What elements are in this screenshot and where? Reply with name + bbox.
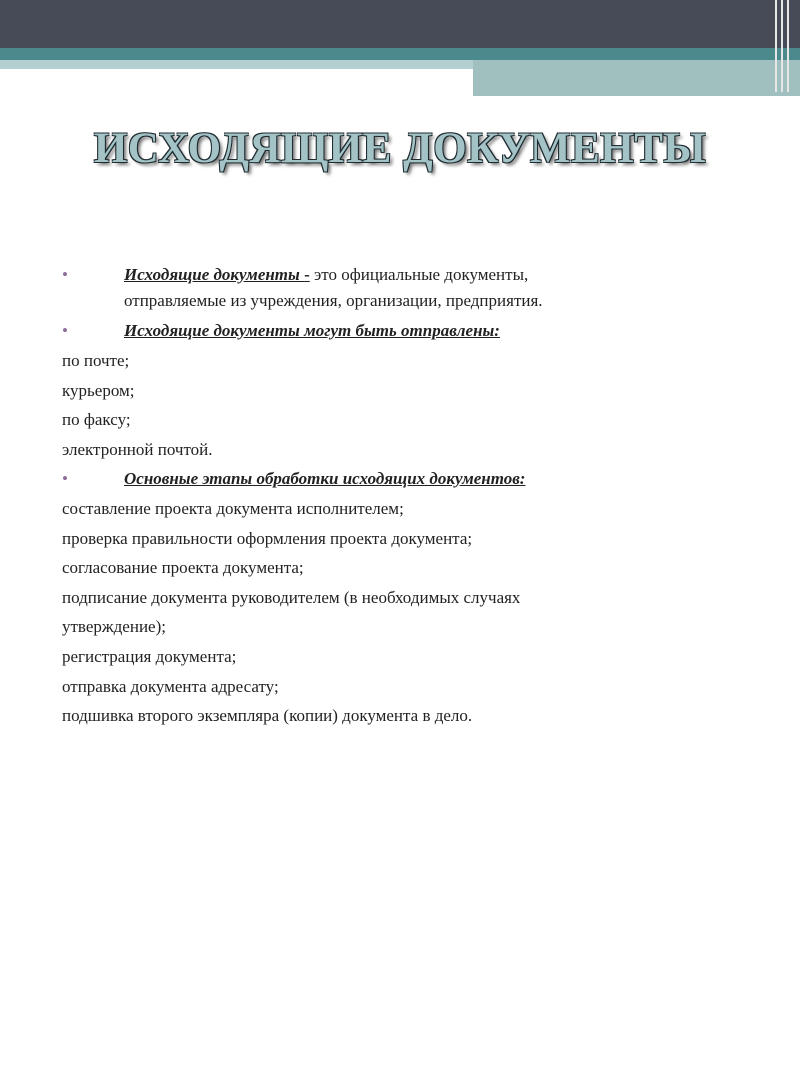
bullet-dot: • xyxy=(62,469,68,488)
corner-stripes xyxy=(775,0,791,96)
stages-heading: Основные этапы обработки исходящих документов: xyxy=(124,469,526,488)
stages-heading-wrap xyxy=(124,466,724,492)
bullet-definition-text xyxy=(124,262,724,314)
definition-text-line2: отправляемые из учреждения, организации, предприятия. xyxy=(124,291,543,310)
method-item: курьером; xyxy=(62,381,135,400)
method-item: по факсу; xyxy=(62,410,131,429)
methods-heading: Исходящие документы могут быть отправлены: xyxy=(124,321,500,340)
bullet-dot: • xyxy=(62,265,68,284)
slide-title: ИСХОДЯЩИЕ ДОКУМЕНТЫ xyxy=(93,125,707,172)
stage-item: утверждение); xyxy=(62,617,166,636)
stage-item: проверка правильности оформления проекта документа; xyxy=(62,529,473,548)
definition-dash: - xyxy=(304,265,310,284)
stage-item: отправка документа адресату; xyxy=(62,677,279,696)
definition-term: Исходящие документы xyxy=(124,265,305,284)
stage-item: регистрация документа; xyxy=(62,647,237,666)
light-band-right xyxy=(473,60,800,96)
methods-heading-wrap xyxy=(124,318,724,344)
light-band-left xyxy=(0,60,473,69)
bullet-dot: • xyxy=(62,321,68,340)
definition-text-line1: это официальные документы, xyxy=(309,265,529,284)
top-dark-bar xyxy=(0,0,800,48)
teal-band xyxy=(0,48,800,60)
method-item: электронной почтой. xyxy=(62,440,213,459)
stage-item: составление проекта документа исполнителем; xyxy=(62,499,404,518)
stage-item: подшивка второго экземпляра (копии) документа в дело. xyxy=(62,706,473,725)
stage-item: подписание документа руководителем (в необходимых случаях xyxy=(62,588,521,607)
stage-item: согласование проекта документа; xyxy=(62,558,304,577)
method-item: по почте; xyxy=(62,351,130,370)
